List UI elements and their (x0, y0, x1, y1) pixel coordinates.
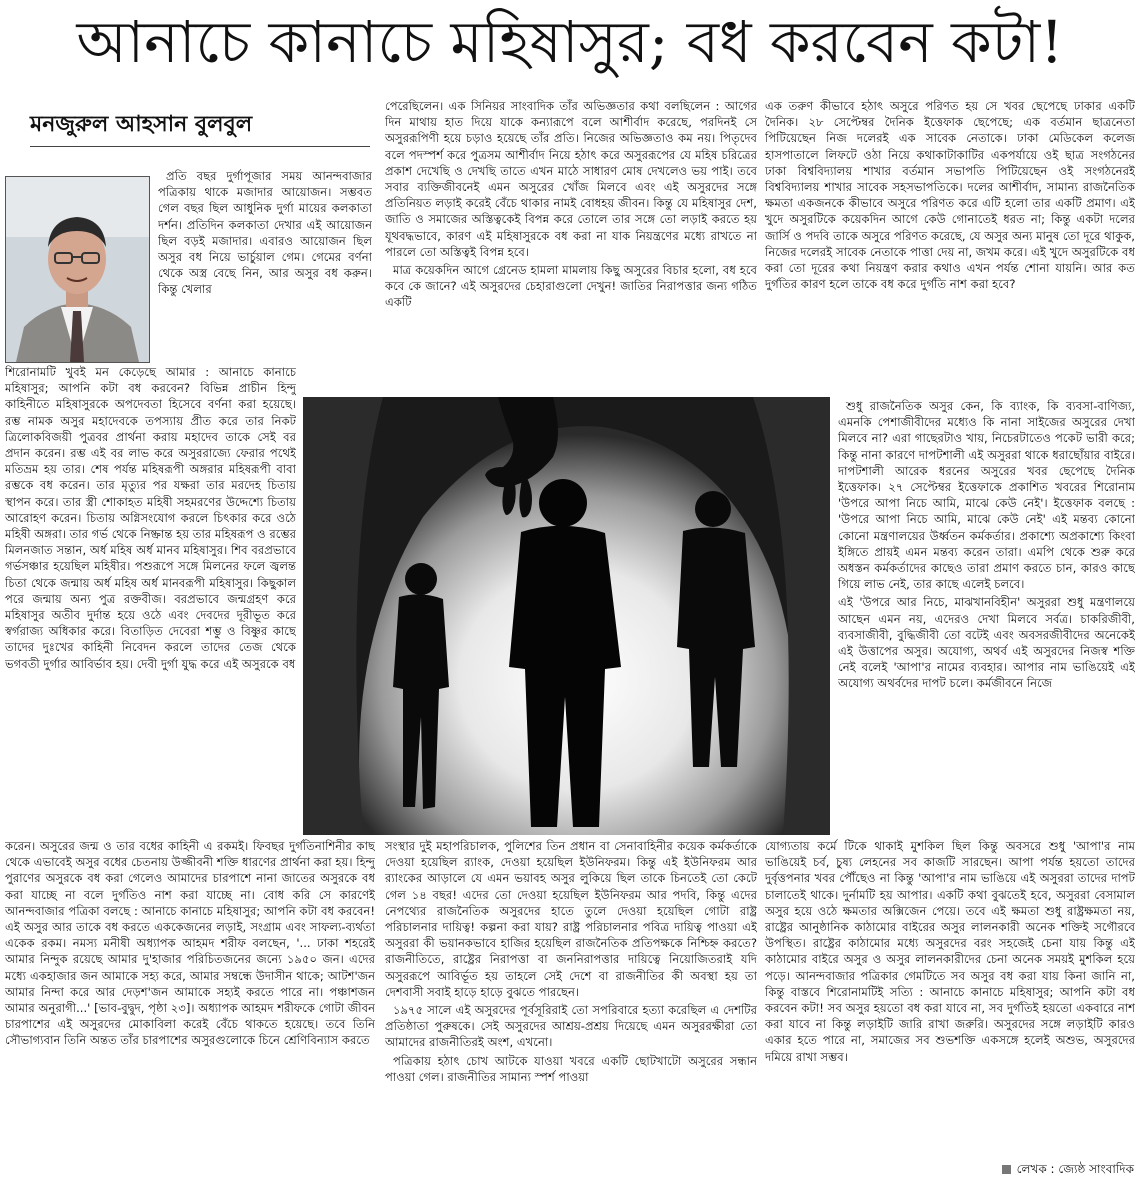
column-2-top (385, 98, 757, 392)
paragraph: শুধু রাজনৈতিক অসুর কেন, কি ব্যাংক, কি ব্যবসা-বাণিজ্য, এমনকি পেশাজীবীদের মধ্যেও কি নানা সাইজের অসুরের দেখা মিলবে না? এরা গাছেরটাও খায়, নিচেরটাতেও পকেট ভারী করে; কিন্তু নানা কারণে দাপটশালী এই অসুররা থাকে ধরাছোঁয়ার বাইরে। দাপটশালী আরেক ধরনের অসুরের খবর ছেপেছে দৈনিক ইত্তেফাক। ২৭ সেপ্টেম্বর ইত্তেফাকে প্রকাশিত খবরের শিরোনাম 'উপরে আপা নিচে আমি, মাঝে কেউ নেই'। ইত্তেফাক বলছে : 'উপরে আপা নিচে আমি, মাঝে কেউ নেই' এই মন্তব্য কোনো কোনো মন্ত্রণালয়ের উর্ধ্বতন কর্মকর্তার। প্রকাশ্যে অপ্রকাশ্যে কিংবা ইঙ্গিতে প্রায়ই এমন মন্তব্য করেন তারা। এমপি থেকে শুরু করে অধস্তন কর্মকর্তাদের কাছেও তারা প্রমাণ করতে চান, কারও কাছে গিয়ে লাভ নেই, তার কাছে এলেই চলবে। (838, 399, 1135, 592)
author-note (958, 1160, 1134, 1178)
headline: আনাচে কানাচে মহিষাসুর; বধ করবেন কটা! (76, 8, 1064, 76)
paragraph: ১৯৭৫ সালে এই অসুরদের পূর্বসূরিরাই তো সপরিবারে হত্যা করেছিল এ দেশটির প্রতিষ্ঠাতা পুরুষকে। সেই অসুরদের আশ্রয়-প্রশ্রয় দিয়েছে এমন অসুররক্ষীরা তো আমাদের রাজনীতিরই অংশ, এখনো। (385, 1003, 757, 1050)
column-3-middle (838, 398, 1135, 836)
column-2-bottom (385, 838, 757, 1180)
paragraph: মাত্র কয়েকদিন আগে গ্রেনেড হামলা মামলায় কিছু অসুরের বিচার হলো, বধ হবে কবে কে জানে? এই অসুরদের চেহারাগুলো দেখুন! জাতির নিরাপত্তার জন্য গঠিত একটি (385, 263, 757, 310)
paragraph: এই 'উপরে আর নিচে, মাঝখানবিহীন' অসুররা শুধু মন্ত্রণালয়ে আছেন এমন নয়, এদেরও দেখা মিলবে সর্বত্র। চাকরিজীবী, ব্যবসাজীবী, বুদ্ধিজীবী তো বটেই এবং অবসরজীবীদের অনেকেই এই উত্তাপের অসুর। অযোগ্য, অথর্ব এই অসুরদের নিজস্ব শক্তি নেই বলেই 'আপা'র নামের ব্যবহার। আপার নাম ভাঙিয়েই এই অযোগ্য অথর্বদের দাপট চলে। কর্মজীবনে নিজে (838, 595, 1135, 691)
square-bullet-icon (1002, 1165, 1011, 1174)
paragraph: যোগ্যতায় কর্মে টিকে থাকাই মুশকিল ছিল কিন্তু অবসরে শুধু 'আপা'র নাম ভাঙিয়েই চর্ব, চুষ্য লেহনের সব কাজটি সারছেন। আপা পর্যন্ত হয়তো তাদের দুর্বৃত্তপনার খবর পৌঁছেও না কিন্তু 'আপা'র নাম ভাঙিয়ে এই অসুররা তাদের দাপট চালাতেই থাকে। দুর্নামটি হয় আপার। একটি কথা বুঝতেই হবে, অসুররা বেসামাল অসুর হয়ে ওঠে ক্ষমতার অক্সিজেন পেয়ে। তবে এই ক্ষমতা শুধু রাষ্ট্রক্ষমতা নয়, রাষ্ট্রের আনুষ্ঠানিক কাঠামোর বাইরের অসুর লালনকারী অনেক শক্তিই সগৌরবে উপস্থিত। রাষ্ট্রের কাঠামোর মধ্যে অসুরদের বরং সহজেই চেনা যায় কিন্তু এই কাঠামোর বাইরে অসুর ও অসুর লালনকারীদের চেনা অনেক সময়ই মুশকিল হয়ে পড়ে। আনন্দবাজার পত্রিকার গেমটিতে সব অসুর বধ করা যায় কিনা জানি না, কিন্তু বাস্তবে শিরোনামটিই সত্যি : আনাচে কানাচে মহিষাসুর; আপনি কটা বধ করবেন কটা! সব অসুর হয়তো বধ করা যাবে না, সব দুর্গতিই হয়তো একবারে নাশ করা যাবে না কিন্তু লড়াইটি জারি রাখা জরুরি। অসুরদের সঙ্গে লড়াইটি কারও একার হতে পারে না, সমাজের সব শুভশক্তি একসঙ্গে হলেই অশুভ, অসুরদের দমিয়ে রাখা সম্ভব। (765, 839, 1135, 1064)
paragraph: পেরেছিলেন। এক সিনিয়র সাংবাদিক তাঁর অভিজ্ঞতার কথা বলছিলেন : আগের দিন মাথায় হাত দিয়ে যাকে কন্যারূপে বলে আশীর্বাদ করেছে, পরদিনই সে অসুররূপিণী হয়ে চড়াও হয়েছে তাঁর প্রতি। নিজের অভিজ্ঞতাও কম নয়। পিতৃদেব বলে পদস্পর্শ করে পুত্রসম আশীর্বাদ নিয়ে হঠাৎ করে অসুররূপের যে মহিষ চরিত্রের প্রকাশ দেখেছি ও দেখছি তাতে এখন মাঠে সাধারণ মোষ দেখলেও ভয় পাই। তবে সবার ব্যক্তিজীবনেই এমন অসুরের খোঁজ মিলবে এবং এই অসুরদের সঙ্গে প্রতিনিয়ত লড়াই করেই বেঁচে থাকার নামই বোধহয় জীবন। কিন্তু যে মহিষাসুর দেশ, জাতি ও সমাজের অস্তিত্বকেই বিপন্ন করে তোলে তার সঙ্গে তো লড়াই করতে হয় যূথবদ্ধভাবে, কারণ এই মহিষাসুরকে বধ করা না যাক নিয়ন্ত্রণের মধ্যে রাখতে না পারলে তো অস্তিত্বই বিপন্ন হবে। (385, 99, 757, 259)
paragraph: শিরোনামটি খুবই মন কেড়েছে আমার : আনাচে কানাচে মহিষাসুর; আপনি কটা বধ করবেন? বিভিন্ন প্রাচীন হিন্দু কাহিনীতে মহিষাসুরকে অপদেবতা হিসেবে বর্ণনা করা হয়েছে। রম্ভ নামক অসুর মহাদেবকে তপস্যায় প্রীত করে তার নিকট ত্রিলোকবিজয়ী পুত্রবর প্রার্থনা করায় মহাদেব তাকে সেই বর প্রদান করেন। রম্ভ এই বর লাভ করে অসুররাজ্যে ফেরার পথেই মতিভ্রম হয় তার। শেষ পর্যন্ত মহিষরূপী অঙ্গরার মহিষরূপী বাবা রম্ভকে বধ করেন। তার মৃত্যুর পর যক্ষরা তার মরদেহ চিতায় স্থাপন করে। তার স্ত্রী শোকাহত মহিষী সহমরণের উদ্দেশ্যে চিতায় আরোহণ করেন। চিতায় অগ্নিসংযোগ করলে চিৎকার করে ওঠে মহিষী অঙ্গরা। তার গর্ভ থেকে নিষ্ক্রান্ত হয় তার মহিষরূপ ও রম্ভের মিলনজাত সন্তান, অর্ধ মহিষ অর্ধ মানব মহিষাসুর। শিব বরপ্রভাবে গর্ভসঞ্চার হয়েছিল মহিষীর। পশুরূপে সঙ্গে মিলনের ফলে জ্বলন্ত চিতা থেকে জন্মায় অর্ধ মহিষ অর্ধ মানবরূপী মহিষাসুর। কিছুকাল পরে জন্মায় অন্য পুত্র রক্তবীজ। বরপ্রভাবে জন্মগ্রহণ করে মহিষাসুর অতীব দুর্দান্ত হয়ে ওঠে এবং দেবদের দূরীভূত করে স্বর্গরাজ্য অধিকার করে। বিতাড়িত দেবেরা শম্ভু ও বিষ্ণুর কাছে তাদের দুঃখের কাহিনী নিবেদন করলে তাদের তেজ থেকে ভগবতী দুর্গার আবির্ভাব হয়। দেবী দুর্গা যুদ্ধ করে এই অসুরকে বধ (5, 365, 296, 671)
column-1-intro (158, 168, 372, 363)
byline: মনজুরুল আহসান বুলবুল (30, 112, 253, 137)
paragraph: প্রতি বছর দুর্গাপূজার সময় আনন্দবাজার পত্রিকায় থাকে মজাদার আয়োজন। সম্ভবত গেল বছর ছিল আধুনিক দুর্গা মায়ের কলকাতা দর্শন। প্রতিদিন কলকাতা দেখার এই আয়োজন ছিল বড়ই মজাদার। এবারও আয়োজন ছিল অসুর বধ নিয়ে ভার্চুয়াল গেম। গেমের বর্ণনা থেকে অস্ত্র বেছে নিন, আর অসুর বধ করুন। কিন্তু খেলার (158, 169, 372, 297)
author-note-text: লেখক : জ্যেষ্ঠ সাংবাদিক (1016, 1162, 1134, 1176)
column-1-middle (5, 364, 296, 836)
paragraph: করেন। অসুরের জন্ম ও তার বধের কাহিনী এ রকমই। ফিবছর দুর্গতিনাশিনীর কাছ থেকে এভাবেই অসুর বধের চেতনায় উজ্জীবনী শক্তি ধারণের প্রার্থনা করা হয়। হিন্দু পুরাণের অসুরকে বধ করা গেলেও আমাদের চারপাশে নানা জাতের অসুরকে বধ করা যাচ্ছে না বলে দুর্গতিও নাশ করা যাচ্ছে না। বোধ করি সে কারণেই আনন্দবাজার পত্রিকা বলছে : আনাচে কানাচে মহিষাসুর; আপনি কটা বধ করবেন! এই অসুর আর তাকে বধ করতে এককেজনের লড়াই, সংগ্রাম এবং সাফল্য-ব্যর্থতা একেক রকম। নমস্য মনীষী অধ্যাপক আহমদ শরীফ বলছেন, '... ঢাকা শহরেই আমার নিন্দুক রয়েছে আমার দু'হাজার পরিচিতজনের জন্যে ১৯৫০ জন। এদের মধ্যে একহাজার জন আমাকে সহ্য করে, আমার সম্বন্ধে উদাসীন থাকে; আটশ'জন আমার নিন্দা করে আর দেড়শ'জন আমাকে সহ্যই করতে পারে না। পঞ্চাশজন আমার অনুরাগী...' [ভাব-বুদ্বুদ, পৃষ্ঠা ২৩]। অধ্যাপক আহমদ শরীফকে গোটা জীবন চারপাশের এই অসুরদের মোকাবিলা করেই বেঁচে থাকতে হয়েছে। তবে তিনি সৌভাগ্যবান তিনি অন্তত তাঁর চারপাশের অসুরগুলোকে চিনে শ্রেণিবিন্যাস করতে (5, 839, 375, 1048)
byline-rule (30, 146, 370, 147)
column-3-top (765, 98, 1135, 392)
paragraph: সংস্থার দুই মহাপরিচালক, পুলিশের তিন প্রধান বা সেনাবাহিনীর কয়েক কর্মকর্তাকে দেওয়া হয়েছিল র‍্যাংক, দেওয়া হয়েছিল ইউনিফরম। কিন্তু এই ইউনিফরম আর র‍্যাংকের আড়ালে যে এমন ভয়াবহ অসুর লুকিয়ে ছিল তাকে চিনতেই তো কেটে গেল ১৪ বছর! এদের তো দেওয়া হয়েছিল ইউনিফরম আর পদবি, কিন্তু এদের নেপথ্যের রাজনৈতিক অসুরদের হাতে তুলে দেওয়া হয়েছিল গোটা রাষ্ট্র পরিচালনার দায়িত্ব! কল্পনা করা যায়? রাষ্ট্র পরিচালনার পবিত্র দায়িত্ব পাওয়া এই অসুররা কী ভয়ানকভাবে হাজির হয়েছিল রাজনৈতিক প্রতিপক্ষকে নিশ্চিহ্ন করতে? রাজনীতিতে, রাষ্ট্রের নিরাপত্তা বা জননিরাপত্তার দায়িত্বে নিয়োজিতরাই যদি অসুররূপে আবির্ভূত হয় তাহলে সেই দেশে বা রাজনীতির কী অবস্থা হয় তা দেশবাসী সবাই হাড়ে হাড়ে বুঝতে পারছেন। (385, 839, 757, 999)
column-1-bottom (5, 838, 375, 1180)
paragraph: পত্রিকায় হঠাৎ চোখ আটকে যাওয়া খবরে একটি ছোটখাটো অসুরের সন্ধান পাওয়া গেল। রাজনীতির সামান্য স্পর্শ পাওয়া (385, 1053, 757, 1084)
column-3-bottom (765, 838, 1135, 1158)
author-photo (5, 176, 150, 363)
illustration-silhouettes (303, 397, 830, 835)
paragraph: এক তরুণ কীভাবে হঠাৎ অসুরে পরিণত হয় সে খবর ছেপেছে ঢাকার একটি দৈনিক। ২৮ সেপ্টেম্বর দৈনিক ইত্তেফাক ছেপেছে; এক বর্তমান ছাত্রনেতা পিটিয়েছেন নিজ দলেরই এক সাবেক নেতাকে। ঢাকা মেডিকেল কলেজ হাসপাতালে লিফটে ওঠা নিয়ে কথাকাটাকাটির একপর্যায়ে ওই ছাত্র সংগঠনের ঢাকা বিশ্ববিদ্যালয় শাখার বর্তমান সভাপতি পিটিয়েছেন ওই সংগঠনেরই বিশ্ববিদ্যালয় শাখার সাবেক সহসভাপতিকে। দলের আশীর্বাদ, সামান্য রাজনৈতিক ক্ষমতা একজনকে কীভাবে অসুরে পরিণত করে এটি হলো তার একটি প্রমাণ। এই খুদে অসুরটিকে কয়েকদিন আগে কেউ গোনাতেই ধরত না; কিন্তু একটা দলের জার্সি ও পদবি তাকে অসুরে পরিণত করেছে, যে অসুর অন্য মানুষ তো দূরে থাকুক, নিজের দলেরই সাবেক নেতাকে পাত্তা দেয় না, জখম করে। এই খুদে অসুরটিকে বধ করা তো দূরের কথা নিয়ন্ত্রণ করার কথাও এখন পর্যন্ত শোনা যায়নি। আর কত দুর্গতির কারণ হলে তাকে বধ করে দুর্গতি নাশ করা হবে? (765, 99, 1135, 292)
